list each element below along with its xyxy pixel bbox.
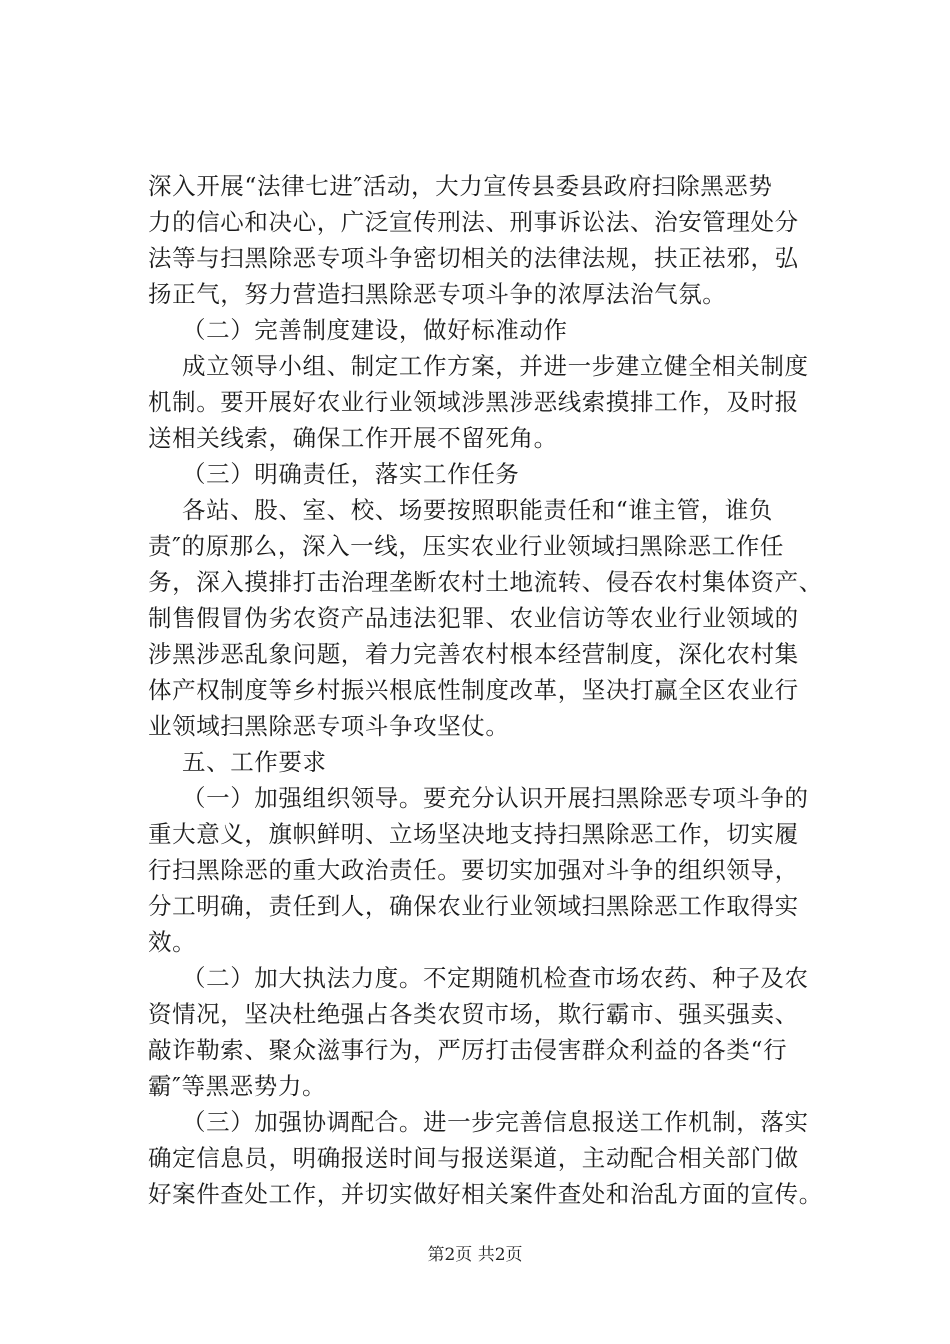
paragraph-line: 行扫黑除恶的重大政治责任。要切实加强对斗争的组织领导， [148,856,799,884]
section-heading: （二）完善制度建设，做好标准动作 [182,316,568,344]
paragraph-line: 送相关线索，确保工作开展不留死角。 [148,424,558,452]
paragraph-line: 分工明确，责任到人，确保农业行业领域扫黑除恶工作取得实 [148,892,799,920]
paragraph-line: 机制。要开展好农业行业领域涉黑涉恶线索摸排工作，及时报 [148,388,799,416]
document-body [148,168,848,1212]
paragraph-line: 敲诈勒索、聚众滋事行为，严厉打击侵害群众利益的各类“行 [148,1036,788,1064]
paragraph-line: （三）加强协调配合。进一步完善信息报送工作机制，落实 [182,1108,809,1136]
paragraph-line: 成立领导小组、制定工作方案，并进一步建立健全相关制度 [182,352,809,380]
section-heading: 五、工作要求 [182,748,327,776]
paragraph-line: 体产权制度等乡村振兴根底性制度改革，坚决打赢全区农业行 [148,676,799,704]
paragraph-line: 力的信心和决心，广泛宣传刑法、刑事诉讼法、治安管理处分 [148,208,799,236]
paragraph-line: 霸″等黑恶势力。 [148,1072,327,1100]
paragraph-line: 法等与扫黑除恶专项斗争密切相关的法律法规，扶正祛邪，弘 [148,244,799,272]
paragraph-line: 深入开展“法律七进″活动，大力宣传县委县政府扫除黑恶势 [148,172,773,200]
paragraph-line: （二）加大执法力度。不定期随机检查市场农药、种子及农 [182,964,809,992]
page-number: 第2页 共2页 [427,1245,523,1265]
paragraph-line: 各站、股、室、校、场要按照职能责任和“谁主管，谁负 [182,496,774,524]
section-heading: （三）明确责任，落实工作任务 [182,460,520,488]
paragraph-line: 业领域扫黑除恶专项斗争攻坚仗。 [148,712,510,740]
paragraph-line: 好案件查处工作，并切实做好相关案件查处和治乱方面的宣传。 [148,1180,823,1208]
paragraph-line: 重大意义，旗帜鲜明、立场坚决地支持扫黑除恶工作，切实履 [148,820,799,848]
paragraph-line: 效。 [148,928,197,956]
paragraph-line: 扬正气，努力营造扫黑除恶专项斗争的浓厚法治气氛。 [148,280,727,308]
paragraph-line: 务，深入摸排打击治理垄断农村土地流转、侵吞农村集体资产、 [148,568,823,596]
paragraph-line: 确定信息员，明确报送时间与报送渠道，主动配合相关部门做 [148,1144,799,1172]
paragraph-line: 责″的原那么，深入一线，压实农业行业领域扫黑除恶工作任 [148,532,784,560]
paragraph-line: （一）加强组织领导。要充分认识开展扫黑除恶专项斗争的 [182,784,809,812]
paragraph-line: 涉黑涉恶乱象问题，着力完善农村根本经营制度，深化农村集 [148,640,799,668]
paragraph-line: 制售假冒伪劣农资产品违法犯罪、农业信访等农业行业领域的 [148,604,799,632]
paragraph-line: 资情况，坚决杜绝强占各类农贸市场，欺行霸市、强买强卖、 [148,1000,799,1028]
